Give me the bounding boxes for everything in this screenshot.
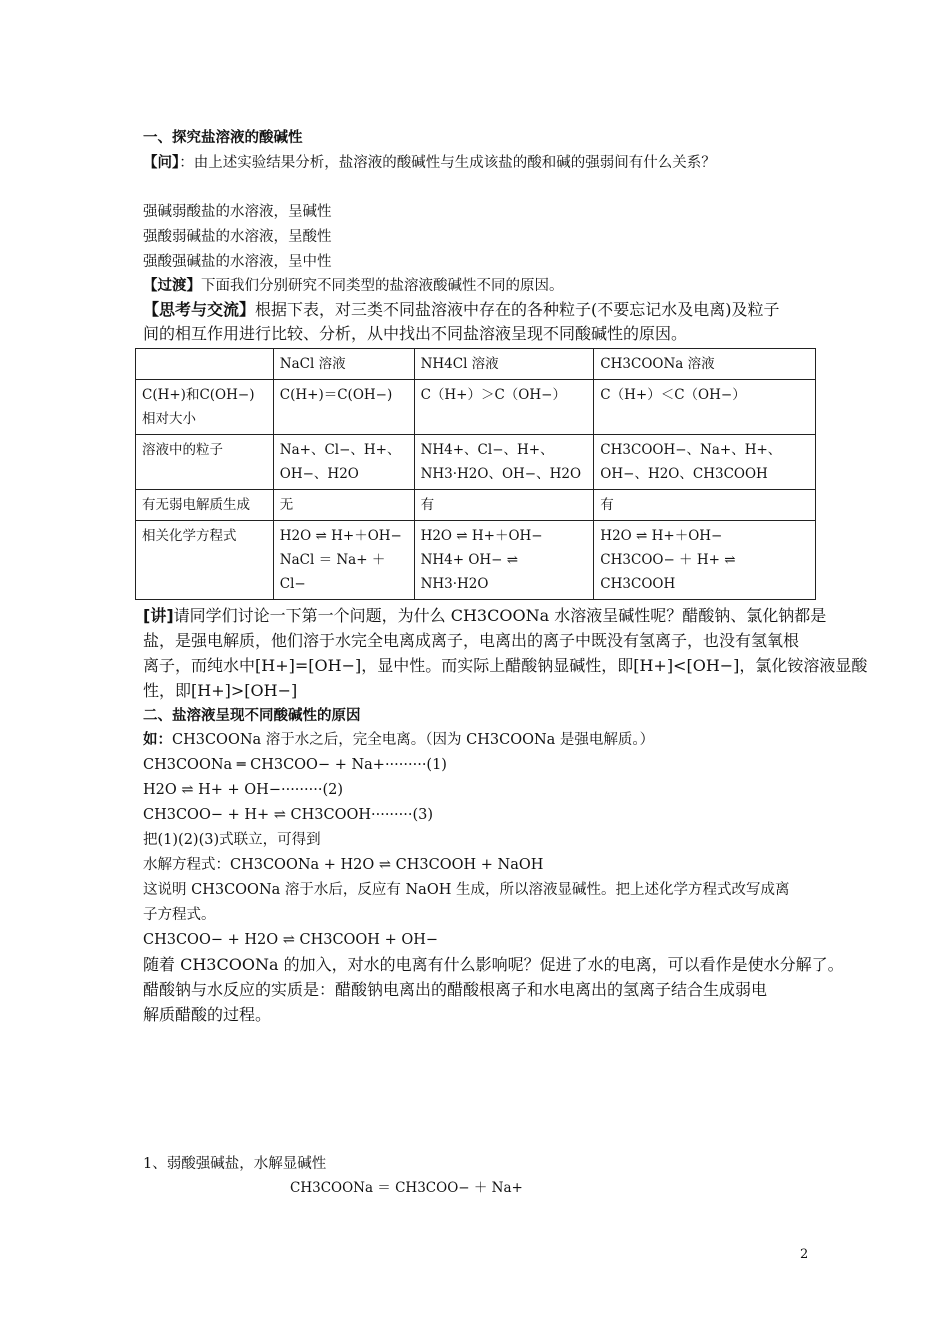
think-tag: 【思考与交流】 <box>143 300 256 319</box>
ch3coona-equation-1: H2O ⇌ H+＋OH− <box>600 528 723 544</box>
ch3coona-equation-2: CH3COO− ＋ H+ ⇌ CH3COOH <box>600 552 736 592</box>
hydrolysis-equation: 水解方程式：CH3COONa + H2O ⇌ CH3COOH + NaOH <box>143 857 544 873</box>
cell-ch3coona-particles: CH3COOH−、Na+、H+、OH−、H2O、CH3COOH <box>594 435 816 490</box>
lecture-tag: [讲] <box>143 606 174 625</box>
cell-nacl-particles: Na+、Cl−、H+、OH−、H2O <box>273 435 414 490</box>
question-tag: 【问】 <box>143 155 180 171</box>
table-header-ch3coona: CH3COONa 溶液 <box>594 349 816 380</box>
example-text: CH3COONa 溶于水之后，完全电离。（因为 CH3COONa 是强电解质。） <box>172 732 655 748</box>
lecture-line-1 <box>143 606 826 626</box>
section2-heading: 二、盐溶液呈现不同酸碱性的原因 <box>143 708 361 724</box>
example-tag: 如： <box>143 732 172 748</box>
nh4cl-equation-2: NH4+ OH− ⇌ NH3·H2O <box>420 552 519 592</box>
cell-nacl-equations <box>273 521 414 600</box>
explain-line-1: 这说明 CH3COONa 溶于水后，反应有 NaOH 生成，所以溶液显碱性。把上述化学方程式改写成离 <box>143 882 790 898</box>
ionic-equation: CH3COO− + H2O ⇌ CH3COOH + OH− <box>143 932 439 948</box>
page-number: 2 <box>800 1247 809 1262</box>
row-label-weak-electrolyte: 有无弱电解质生成 <box>136 490 274 521</box>
table-header-empty <box>136 349 274 380</box>
equation-3: CH3COO− + H+ ⇌ CH3COOH·········(3) <box>143 807 434 823</box>
part1-title: 1、弱酸强碱盐，水解显碱性 <box>143 1156 327 1172</box>
cell-nh4cl-particles: NH4+、Cl−、H+、NH3·H2O、OH−、H2O <box>414 435 594 490</box>
rule-1: 强碱弱酸盐的水溶液，呈碱性 <box>143 204 332 220</box>
cell-nh4cl-weak-electrolyte: 有 <box>414 490 594 521</box>
cell-ch3coona-weak-electrolyte: 有 <box>594 490 816 521</box>
table-row <box>136 380 816 435</box>
question-line <box>143 153 716 173</box>
nacl-equation-1: H2O ⇌ H+＋OH− <box>279 528 402 544</box>
table-row <box>136 521 816 600</box>
nacl-equation-2: NaCl ＝ Na+ ＋ Cl− <box>279 552 386 592</box>
cell-nacl-concentration: C(H+)＝C(OH−) <box>273 380 414 435</box>
table-row <box>136 435 816 490</box>
lecture-text-1: 请同学们讨论一下第一个问题，为什么 CH3COONa 水溶液呈碱性呢？醋酸钠、氯化钠都是 <box>173 606 827 625</box>
transition-text: 下面我们分别研究不同类型的盐溶液酸碱性不同的原因。 <box>201 278 564 294</box>
row-label-particles: 溶液中的粒子 <box>136 435 274 490</box>
lecture-line-3: 离子，而纯水中[H+]=[OH−]，显中性。而实际上醋酸钠显碱性，即[H+]<[OH−]，氯化铵溶液显酸 <box>143 656 868 675</box>
think-line-2: 间的相互作用进行比较、分析，从中找出不同盐溶液呈现不同酸碱性的原因。 <box>143 324 688 343</box>
salt-comparison-table <box>135 348 816 600</box>
row-label-concentration: C(H+)和C(OH−)相对大小 <box>136 380 274 435</box>
lecture-line-4: 性，即[H+]>[OH−] <box>143 681 298 700</box>
equation-2: H2O ⇌ H+ + OH−·········(2) <box>143 782 343 798</box>
combine-text: 把(1)(2)(3)式联立，可得到 <box>143 832 321 848</box>
row-label-equations: 相关化学方程式 <box>136 521 274 600</box>
section1-heading: 一、探究盐溶液的酸碱性 <box>143 130 303 146</box>
question-text: ：由上述实验结果分析，盐溶液的酸碱性与生成该盐的酸和碱的强弱间有什么关系？ <box>179 155 716 171</box>
think-text-1: 根据下表，对三类不同盐溶液中存在的各种粒子(不要忘记水及电离)及粒子 <box>255 300 780 319</box>
table-header-nh4cl: NH4Cl 溶液 <box>414 349 594 380</box>
table-row <box>136 490 816 521</box>
cell-nacl-weak-electrolyte: 无 <box>273 490 414 521</box>
effect-text: 随着 CH3COONa 的加入，对水的电离有什么影响呢？促进了水的电离，可以看作是使水分解了。 <box>143 955 844 974</box>
essence-line-1: 醋酸钠与水反应的实质是：醋酸钠电离出的醋酸根离子和水电离出的氢离子结合生成弱电 <box>143 980 768 999</box>
lecture-line-2: 盐，是强电解质，他们溶于水完全电离成离子，电离出的离子中既没有氢离子，也没有氢氧根 <box>143 631 800 650</box>
rule-3: 强酸强碱盐的水溶液，呈中性 <box>143 254 332 270</box>
cell-ch3coona-concentration: C（H+）＜C（OH−） <box>594 380 816 435</box>
nh4cl-equation-1: H2O ⇌ H+＋OH− <box>420 528 543 544</box>
cell-nh4cl-equations <box>414 521 594 600</box>
table-header-nacl: NaCl 溶液 <box>273 349 414 380</box>
equation-1: CH3COONa ═ CH3COO− + Na+·········(1) <box>143 757 447 773</box>
transition-line <box>143 276 564 296</box>
cell-nh4cl-concentration: C（H+）＞C（OH−） <box>414 380 594 435</box>
cell-ch3coona-equations <box>594 521 816 600</box>
table-header-row <box>136 349 816 380</box>
think-line-1 <box>143 300 780 320</box>
explain-line-2: 子方程式。 <box>143 907 216 923</box>
part1-equation: CH3COONa ＝ CH3COO− ＋ Na+ <box>290 1180 523 1196</box>
essence-line-2: 解质醋酸的过程。 <box>143 1005 272 1024</box>
rule-2: 强酸弱碱盐的水溶液，呈酸性 <box>143 229 332 245</box>
example-line <box>143 730 654 750</box>
transition-tag: 【过渡】 <box>143 278 201 294</box>
